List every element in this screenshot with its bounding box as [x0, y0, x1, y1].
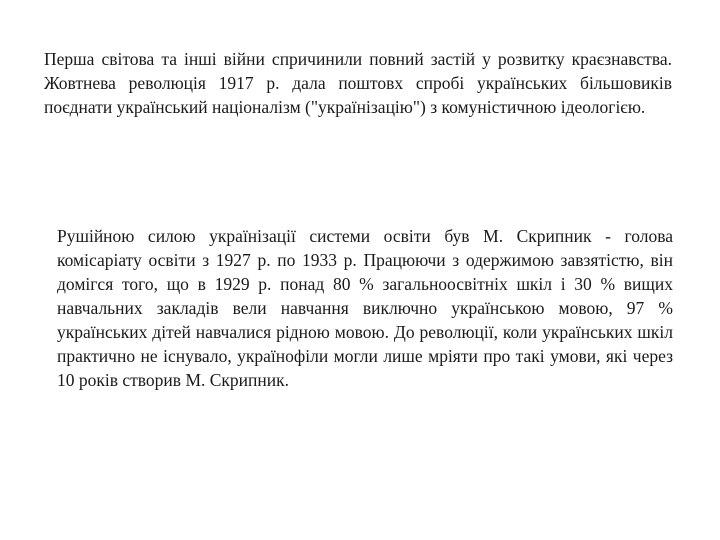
paragraph-skrypnyk-ukrainization: Рушійною силою українізації системи освіти був М. Скрипник - голова комісаріату освіти з 1927 р. по 1933 р. Працюючи з одержимою завзятістю, він домігся того, що в 1929 р. понад 80 % загальноосвітніх шкіл і 30 % вищих навчальних закладів вели навчання виключно українською мовою, 97 % українських дітей навчалися рідною мовою. До революції, коли українських шкіл практично не існувало, українофіли могли лише мріяти про такі умови, які через 10 років створив М. Скрипник.	[57, 226, 673, 390]
paragraph-war-stagnation: Перша світова та інші війни спричинили повний застій у розвитку краєзнавства. Жовтнева революція 1917 р. дала поштовх спробі українських більшовиків поєднати український націоналізм ("українізацію") з комуністичною ідеологією.	[44, 49, 672, 117]
